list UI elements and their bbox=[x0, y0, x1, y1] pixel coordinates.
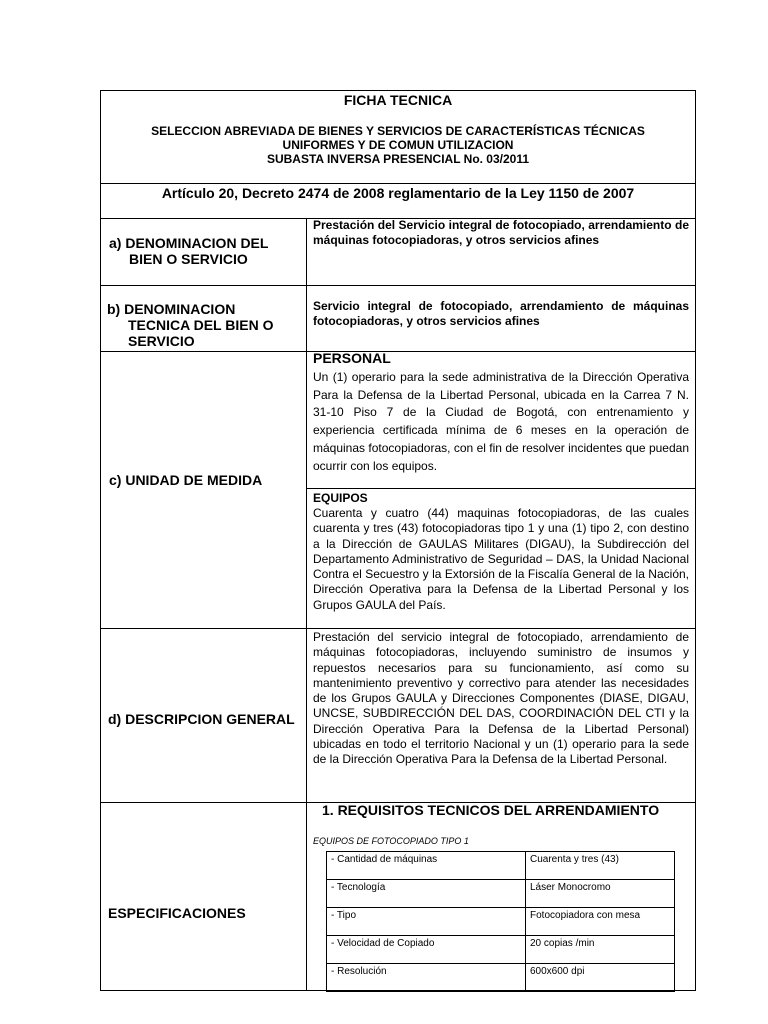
label-descripcion-general: d) DESCRIPCION GENERAL bbox=[108, 711, 295, 727]
spec-table bbox=[326, 851, 675, 992]
value-denominacion: Prestación del Servicio integral de fotocopiado, arrendamiento de máquinas fotocopiadoras, y otros servicios afines bbox=[313, 218, 689, 248]
label-especificaciones: ESPECIFICACIONES bbox=[108, 905, 246, 921]
table-row: - Tecnología Láser Monocromo bbox=[327, 880, 675, 908]
page-title: FICHA TECNICA bbox=[343, 92, 453, 108]
personal-text: Un (1) operario para la sede administrativa de la Dirección Operativa Para la Defensa de la Libertad Personal, ubicada en la Carrea 7 N. 31-10 Piso 7 de la Ciudad de Bogotá, con entrenamiento y experiencia certificada mínima de 6 meses en la operación de máquinas fotocopiadoras, con el fin de resolver incidentes que puedan ocurrir con los equipos. bbox=[313, 370, 689, 473]
table-row: - Resolución 600x600 dpi bbox=[327, 964, 675, 992]
requisitos-heading: 1. REQUISITOS TECNICOS DEL ARRENDAMIENTO bbox=[322, 802, 660, 818]
column-divider bbox=[306, 218, 307, 991]
equipos-tipo1-subtitle: EQUIPOS DE FOTOCOPIADO TIPO 1 bbox=[313, 836, 469, 846]
equipos-text: Cuarenta y cuatro (44) maquinas fotocopiadoras, de las cuales cuarenta y tres (43) fotocopiadoras tipo 1 y una (1) tipo 2, con destino a la Dirección de GAULAS Militares (DIGAU), la Subdirección del Departamento Administrativo de Seguridad – DAS, la Unidad Nacional Contra el Secuestro y la Extorsión de la Fiscalía General de la Nación, Dirección Operativa para la Defensa de la Libertad Personal y los Grupos GAULA del País. bbox=[313, 506, 689, 612]
personal-heading: PERSONAL bbox=[313, 350, 391, 366]
label-unidad-medida: c) UNIDAD DE MEDIDA bbox=[109, 472, 263, 488]
label-denominacion-tecnica: b) DENOMINACION TECNICA DEL BIEN O SERVICIO bbox=[107, 301, 274, 349]
divider bbox=[100, 351, 696, 352]
divider bbox=[306, 488, 696, 489]
value-descripcion-general: Prestación del servicio integral de fotocopiado, arrendamiento de máquinas fotocopiadoras, incluyendo suministro de insumos y repuestos necesarios para su funcionamiento, así como su mantenimiento preventivo y correctivo para atender las necesidades de los Grupos GAULA y Direcciones Componentes (DIASE, DIGAU, UNCSE, SUBDIRECCIÓN DEL DAS, COORDINACIÓN DEL CTI y la Dirección Operativa Para la Defensa de la Libertad Personal) ubicadas en todo el territorio Nacional y un (1) operario para la sede de la Dirección Operativa Para la Defensa de la Libertad Personal. bbox=[313, 630, 689, 767]
label-denominacion: a) DENOMINACION DEL BIEN O SERVICIO bbox=[109, 235, 269, 267]
table-row: - Tipo Fotocopiadora con mesa bbox=[327, 908, 675, 936]
divider bbox=[100, 285, 696, 286]
value-denominacion-tecnica: Servicio integral de fotocopiado, arrendamiento de máquinas fotocopiadoras, y otros servicios afines bbox=[313, 299, 689, 329]
table-row: - Cantidad de máquinas Cuarenta y tres (43) bbox=[327, 852, 675, 880]
article-reference: Artículo 20, Decreto 2474 de 2008 reglamentario de la Ley 1150 de 2007 bbox=[161, 185, 635, 201]
divider bbox=[100, 183, 696, 184]
divider bbox=[100, 628, 696, 629]
header-subtitle: SELECCION ABREVIADA DE BIENES Y SERVICIOS DE CARACTERÍSTICAS TÉCNICAS UNIFORMES Y DE COMUN UTILIZACION SUBASTA INVERSA PRESENCIAL No. 03/2011 bbox=[151, 124, 645, 166]
equipos-heading: EQUIPOS bbox=[313, 491, 368, 505]
table-row: - Velocidad de Copiado 20 copias /min bbox=[327, 936, 675, 964]
